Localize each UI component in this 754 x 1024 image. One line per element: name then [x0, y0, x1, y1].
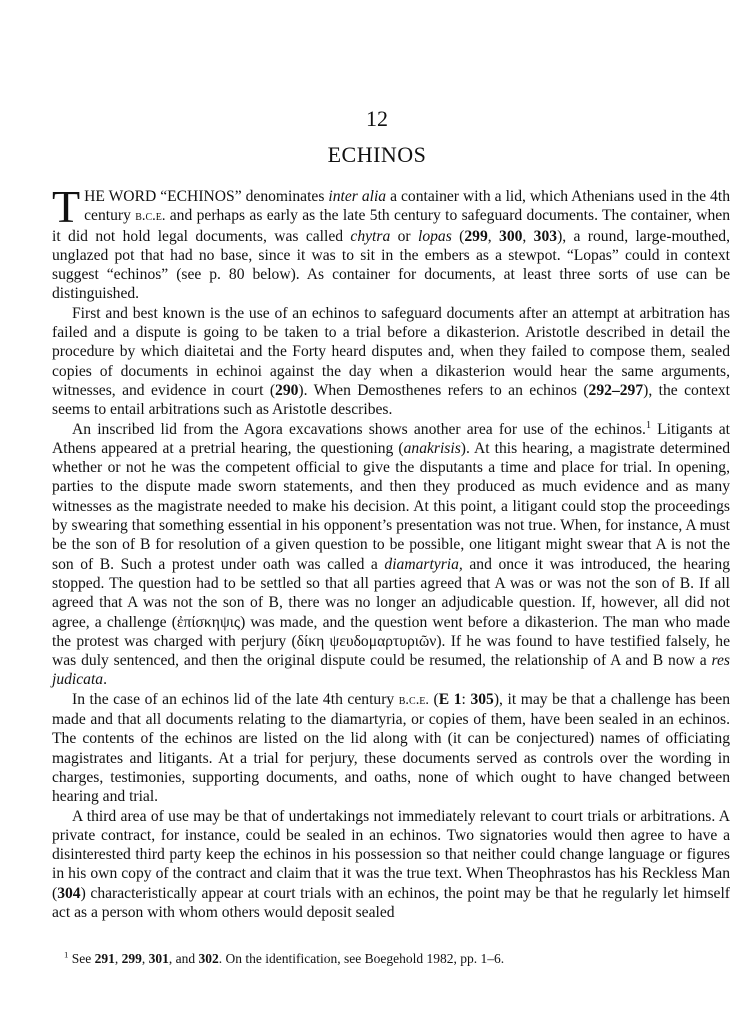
- paragraph-4: [52, 690, 730, 807]
- text: First and best known is the use of an echinos to safeguard documents after an attempt at arbitration has failed and a dispute is going to be taken to a trial before a dikasterion. Aristotle described in detail the procedure by which diaitetai and the Forty heard disputes and, when they failed to compose them, sealed copies of documents in echinoi against the day when a dikasterion would hear the same arguments, witnesses, and evidence in court (: [52, 304, 730, 399]
- italic-term: lopas: [418, 227, 452, 245]
- testimonia-ref: 305: [470, 690, 494, 708]
- text: ,: [522, 227, 534, 245]
- footnote: [64, 950, 704, 967]
- footnote-marker: 1: [645, 419, 652, 431]
- text: . On the identification, see Boegehold 1982, pp. 1–6.: [218, 951, 505, 966]
- paragraph-3: [52, 420, 730, 690]
- text: An inscribed lid from the Agora excavations shows another area for use of the echinos.: [72, 420, 646, 438]
- paragraph-1: [52, 181, 730, 304]
- testimonia-ref: 300: [499, 227, 523, 245]
- text: See: [68, 951, 95, 966]
- text: :: [461, 690, 471, 708]
- chapter-title: ECHINOS: [327, 142, 427, 167]
- text: ,: [114, 951, 122, 966]
- testimonia-ref: E 1: [438, 690, 462, 708]
- text: (: [428, 690, 439, 708]
- text: HE WORD “ECHINOS” denominates: [84, 188, 329, 205]
- footnote-number: 1: [64, 949, 69, 960]
- testimonia-ref: 292–297: [588, 381, 644, 399]
- testimonia-ref: 303: [533, 227, 558, 245]
- text: ). At this hearing, a magistrate determined whether or not he was the competent official to give the disputants a time and place for trial. In opening, parties to the dispute made sworn statements, and then they produced as much evidence and as many witnesses as the magistrate needed to make his decision. At this point, a litigant could stop the proceedings by swearing that something essential in his opponent’s presentation was not true. When, for instance, A must be the son of B for resolution of a given question to be possible, one litigant might swear that A is not the son of B. Such a protest under oath was called a: [52, 439, 731, 573]
- testimonia-ref: 304: [57, 884, 81, 902]
- italic-term: res judicata: [52, 652, 730, 689]
- italic-term: chytra: [350, 227, 391, 245]
- testimonia-ref: 301: [148, 951, 169, 966]
- paragraph-2: [52, 304, 730, 420]
- text: ), the context seems to entail arbitrations such as Aristotle describes.: [52, 381, 730, 419]
- text: ) characteristically appear at court trials with an echinos, the point may be that he regularly let himself act as a person with whom others would deposit sealed: [52, 884, 730, 921]
- text: a container with a lid, which Athenians used in the 4th century: [84, 188, 730, 225]
- drop-cap: T: [52, 181, 81, 232]
- text: ,: [487, 227, 500, 245]
- text: In the case of an echinos lid of the late 4th century: [72, 690, 399, 708]
- text: A third area of use may be that of undertakings not immediately relevant to court trials or arbitrations. A private contract, for instance, could be sealed in an echinos. Two signatories would then agree to have a disinterested third party keep the echinos in his possession so that neither could change language or figures in his own copy of the contract and claim that it was the true text. When Theophrastos has his Reckless Man (: [52, 807, 730, 902]
- era-abbrev: b.c.e.: [135, 208, 166, 225]
- italic-term: diamartyria,: [384, 555, 463, 573]
- text: ,: [141, 951, 149, 966]
- testimonia-ref: 299: [121, 951, 142, 966]
- text: , and: [168, 951, 199, 966]
- testimonia-ref: 302: [198, 951, 219, 966]
- text: Litigants at Athens appeared at a pretrial hearing, the questioning (: [52, 420, 730, 457]
- testimonia-ref: 291: [94, 951, 115, 966]
- text: ), it may be that a challenge has been made and that all documents relating to the diamartyria, or copies of them, have been sealed in an echinos. The contents of the echinos are listed on the lid along with (it can be conjectured) names of officiating magistrates and litigants. At a trial for perjury, these documents served as controls over the wording in charges, testimonies, supporting documents, and oaths, none of which ought to have changed between hearing and trial.: [52, 690, 730, 806]
- text: .: [103, 671, 108, 689]
- testimonia-ref: 290: [275, 381, 299, 399]
- chapter-number: 12: [366, 106, 388, 131]
- text: (: [451, 227, 465, 245]
- era-abbrev: b.c.e.: [398, 691, 429, 708]
- text: ), a round, large-mouthed, unglazed pot that had no base, since it was to sit in the embers as a stewpot. “Lopas” could in context suggest “echinos” (see p. 80 below). As container for documents, at least three sorts of use can be distinguished.: [52, 227, 730, 303]
- chapter-body: [52, 181, 731, 922]
- paragraph-5: [52, 807, 730, 923]
- testimonia-ref: 299: [464, 227, 488, 245]
- italic-term: inter alia: [328, 188, 387, 205]
- text: and once it was introduced, the hearing stopped. The question had to be settled so that all parties agreed that A was or was not the son of B. If all agreed that A was not the son of B, there was no longer an adjudicable question. If, however, all did not agree, a challenge (ἐπίσκηψις) was made, and the question went before a dikasterion. The man who made the protest was charged with perjury (δίκη ψευδομαρτυριῶν). If he was found to have testified falsely, he was duly sentenced, and then the original dispute could be resumed, the relationship of A and B now a: [52, 555, 730, 670]
- text: or: [390, 227, 418, 245]
- text: ). When Demosthenes refers to an echinos (: [298, 381, 589, 399]
- italic-term: anakrisis: [403, 439, 461, 457]
- text: and perhaps as early as the late 5th century to safeguard documents. The container, when it did not hold legal documents, was called: [52, 207, 730, 245]
